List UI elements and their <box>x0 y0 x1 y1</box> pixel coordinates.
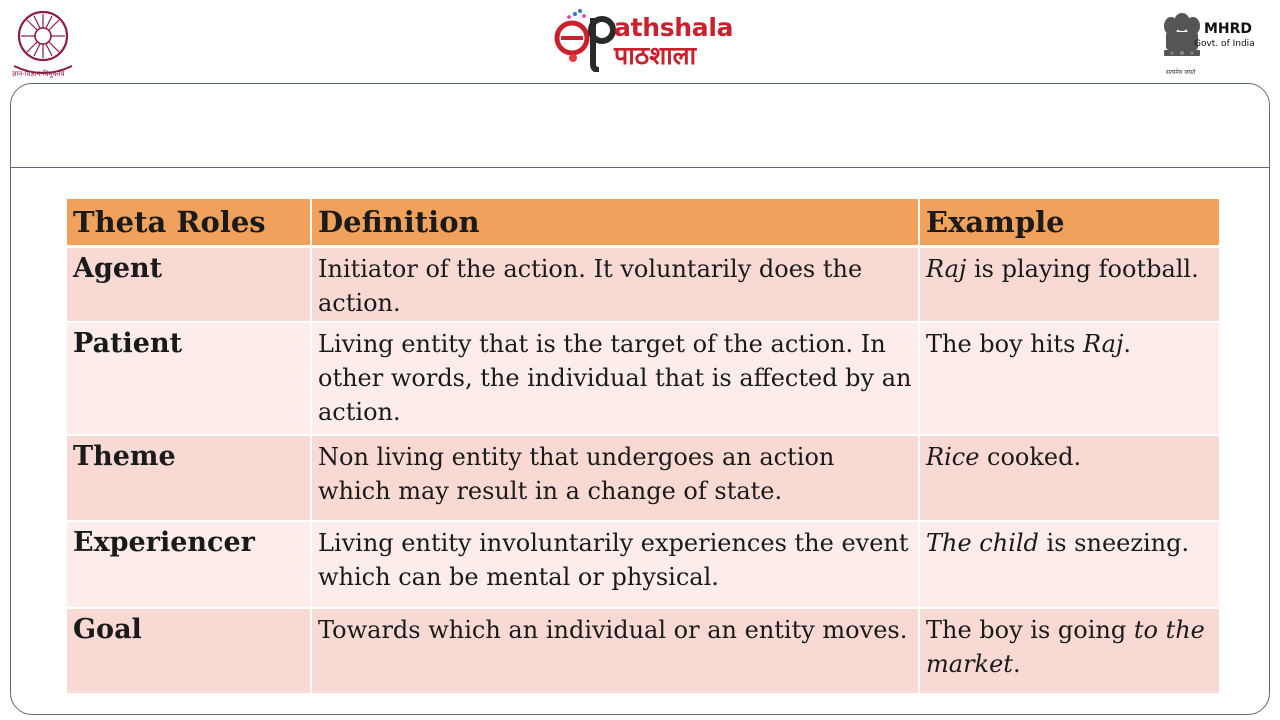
epathshala-logo-text-hindi: पाठशाला <box>614 41 697 70</box>
emblem-motto: सत्यमेव जयते <box>1166 69 1196 76</box>
table-row <box>67 248 1219 323</box>
table-row <box>67 323 1219 436</box>
example-emphasis: Raj <box>926 255 967 283</box>
header-theta-roles: Theta Roles <box>67 199 312 245</box>
table-row <box>67 609 1219 695</box>
table-row <box>67 436 1219 522</box>
definition-cell: Non living entity that undergoes an action which may result in a change of state. <box>312 436 920 520</box>
role-cell: Theme <box>67 436 312 520</box>
epathshala-logo-text-latin: athshala <box>614 13 734 42</box>
example-emphasis: Rice <box>926 443 980 471</box>
example-text: is playing football. <box>966 255 1199 283</box>
example-text: The boy is going <box>926 616 1134 644</box>
example-text: is sneezing. <box>1038 529 1190 557</box>
example-text: . <box>1012 650 1021 678</box>
role-cell: Patient <box>67 323 312 434</box>
example-cell <box>920 436 1219 520</box>
example-text: cooked. <box>979 443 1082 471</box>
definition-cell: Living entity that is the target of the action. In other words, the individual that is affected by an action. <box>312 323 920 434</box>
mhrd-subtitle: Govt. of India <box>1194 39 1255 49</box>
role-cell: Agent <box>67 248 312 321</box>
role-cell: Goal <box>67 609 312 693</box>
university-emblem-icon <box>10 6 76 80</box>
example-cell <box>920 248 1219 321</box>
definition-cell: Living entity involuntarily experiences the event which can be mental or physical. <box>312 522 920 607</box>
example-cell <box>920 323 1219 434</box>
title-divider <box>10 167 1270 168</box>
slide-header <box>0 0 1280 82</box>
definition-cell: Initiator of the action. It voluntarily does the action. <box>312 248 920 321</box>
header-definition: Definition <box>312 199 920 245</box>
example-cell <box>920 609 1219 693</box>
table-row <box>67 522 1219 609</box>
header-example: Example <box>926 205 1065 239</box>
example-text: . <box>1123 330 1132 358</box>
example-emphasis: The child <box>926 529 1039 557</box>
theta-roles-table <box>67 199 1219 695</box>
example-emphasis: to the market <box>926 616 1205 678</box>
example-emphasis: Raj <box>1083 330 1124 358</box>
emblem-caption: ज्ञान-विज्ञान विमुक्तये <box>12 70 65 78</box>
example-cell <box>920 522 1219 607</box>
mhrd-title: MHRD <box>1204 21 1253 37</box>
role-cell: Experiencer <box>67 522 312 607</box>
example-text: The boy hits <box>926 330 1084 358</box>
table-header-row <box>67 199 1219 248</box>
definition-cell: Towards which an individual or an entity moves. <box>312 609 920 693</box>
